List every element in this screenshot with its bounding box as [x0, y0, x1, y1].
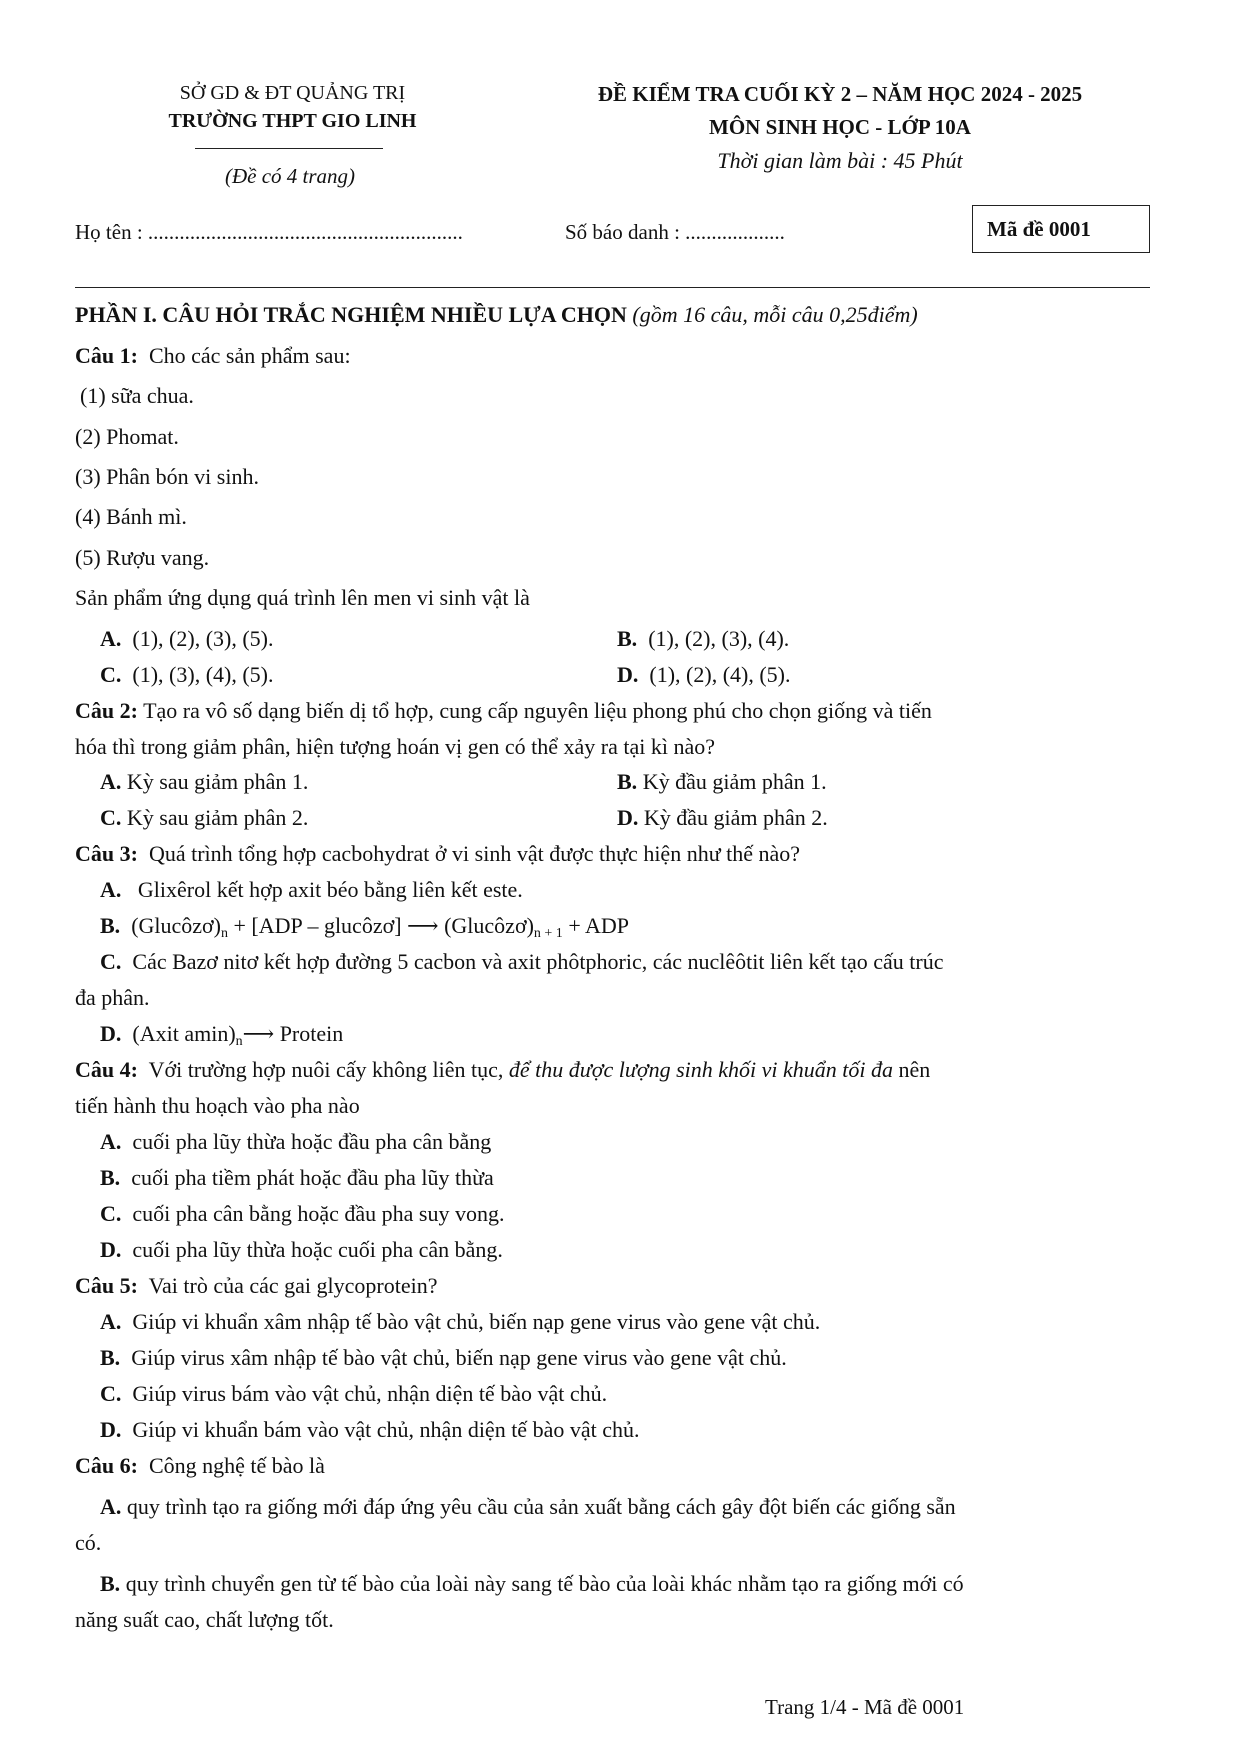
option-text-cont: đa phân. [75, 985, 150, 1010]
option-key: B. [100, 1571, 121, 1596]
question-label: Câu 2: [75, 698, 138, 723]
page-footer: Trang 1/4 - Mã đề 0001 [765, 1695, 965, 1719]
option-key: C. [100, 949, 122, 974]
option-text: cuối pha lũy thừa hoặc đầu pha cân bằng [132, 1129, 492, 1154]
option-c[interactable] [100, 660, 274, 690]
option-c[interactable] [100, 803, 308, 833]
option-text-cont: có. [75, 1530, 102, 1555]
section-heading: PHẦN I. CÂU HỎI TRẮC NGHIỆM NHIỀU LỰA CHỌN [75, 302, 627, 327]
header-divider [75, 287, 1150, 288]
option-key: D. [617, 662, 639, 687]
list-item: (1) sữa chua. [80, 383, 194, 408]
question-text: Với trường hợp nuôi cấy không liên tục, [148, 1057, 509, 1082]
option-key: B. [100, 1165, 121, 1190]
option-a[interactable] [100, 767, 308, 797]
department-name: SỞ GD & ĐT QUẢNG TRỊ [179, 82, 406, 104]
question-label: Câu 5: [75, 1273, 138, 1298]
option-c[interactable] [100, 1199, 504, 1229]
formula-part: (Glucôzơ) [131, 913, 222, 938]
formula-subscript: n [235, 1034, 243, 1049]
option-text: cuối pha tiềm phát hoặc đầu pha lũy thừa [131, 1165, 494, 1190]
list-item: (3) Phân bón vi sinh. [75, 464, 259, 489]
option-c[interactable] [100, 947, 943, 977]
option-text: (1), (2), (3), (4). [648, 626, 790, 651]
option-key: D. [617, 805, 639, 830]
pages-note: (Đề có 4 trang) [224, 164, 356, 188]
question-text: Tạo ra vô số dạng biến dị tổ hợp, cung cấp nguyên liệu phong phú cho chọn giống và tiến [143, 698, 932, 723]
option-key: D. [100, 1237, 122, 1262]
question-text-cont: hóa thì trong giảm phân, hiện tượng hoán vị gen có thể xảy ra tại kì nào? [75, 734, 715, 759]
question-text: Vai trò của các gai glycoprotein? [148, 1273, 438, 1298]
option-text: Giúp vi khuẩn xâm nhập tế bào vật chủ, biến nạp gene virus vào gene vật chủ. [132, 1309, 821, 1334]
option-b[interactable] [617, 767, 827, 797]
question-3-stem [75, 839, 800, 869]
option-key: B. [617, 626, 638, 651]
question-text: Cho các sản phẩm sau: [148, 343, 351, 368]
option-a[interactable] [100, 875, 523, 905]
option-text-cont: năng suất cao, chất lượng tốt. [75, 1607, 334, 1632]
school-name: TRƯỜNG THPT GIO LINH [168, 110, 417, 132]
question-text: Quá trình tổng hợp cacbohydrat ở vi sinh vật được thực hiện như thế nào? [148, 841, 801, 866]
option-text: Glixêrol kết hợp axit béo bằng liên kết este. [137, 877, 523, 902]
formula-subscript: n + 1 [533, 926, 563, 941]
question-label: Câu 1: [75, 343, 138, 368]
option-d[interactable] [100, 1235, 503, 1265]
question-text: nên [893, 1057, 931, 1082]
formula-subscript: n [221, 926, 229, 941]
option-a[interactable] [100, 1492, 956, 1522]
option-key: B. [100, 1345, 121, 1370]
formula-part: ⟶ Protein [242, 1021, 344, 1046]
question-6-stem [75, 1451, 325, 1481]
option-text: (1), (3), (4), (5). [132, 662, 274, 687]
question-label: Câu 4: [75, 1057, 138, 1082]
option-text: Giúp virus bám vào vật chủ, nhận diện tế bào vật chủ. [132, 1381, 608, 1406]
option-key: A. [100, 626, 122, 651]
option-key: A. [100, 1309, 122, 1334]
option-text: cuối pha lũy thừa hoặc cuối pha cân bằng. [132, 1237, 503, 1262]
option-text: Kỳ sau giảm phân 2. [126, 805, 309, 830]
option-text: (1), (2), (4), (5). [649, 662, 791, 687]
option-b[interactable] [617, 624, 789, 654]
option-key: C. [100, 662, 122, 687]
option-text: Các Bazơ nitơ kết hợp đường 5 cacbon và axit phôtphoric, các nuclêôtit liên kết tạo cấu trúc [132, 949, 944, 974]
exam-code: Mã đề 0001 [987, 216, 1091, 241]
section-title [75, 300, 918, 330]
option-key: D. [100, 1417, 122, 1442]
list-item: (4) Bánh mì. [75, 504, 187, 529]
question-text: Công nghệ tế bào là [148, 1453, 325, 1478]
option-text: Giúp virus xâm nhập tế bào vật chủ, biến nạp gene virus vào gene vật chủ. [131, 1345, 787, 1370]
school-underline [195, 148, 383, 149]
question-4-stem [75, 1055, 930, 1085]
option-b[interactable] [100, 1343, 787, 1373]
option-key: C. [100, 1381, 122, 1406]
option-a[interactable] [100, 1307, 820, 1337]
subject-title: MÔN SINH HỌC - LỚP 10A [709, 115, 971, 139]
question-prompt: Sản phẩm ứng dụng quá trình lên men vi sinh vật là [75, 585, 530, 610]
option-key: D. [100, 1021, 122, 1046]
option-b[interactable] [100, 911, 629, 941]
option-text: Kỳ đầu giảm phân 1. [642, 769, 827, 794]
option-key: B. [617, 769, 638, 794]
option-d[interactable] [617, 660, 791, 690]
option-d[interactable] [100, 1019, 343, 1049]
option-key: A. [100, 877, 122, 902]
option-d[interactable] [617, 803, 828, 833]
candidate-id-field[interactable]: Số báo danh : ................... [565, 220, 785, 244]
option-key: C. [100, 1201, 122, 1226]
question-text-italic: để thu được lượng sinh khối vi khuẩn tối đa [508, 1057, 893, 1082]
option-text: (1), (2), (3), (5). [132, 626, 274, 651]
option-key: C. [100, 805, 122, 830]
option-text: Giúp vi khuẩn bám vào vật chủ, nhận diện tế bào vật chủ. [132, 1417, 640, 1442]
section-note: (gồm 16 câu, mỗi câu 0,25điểm) [632, 302, 918, 327]
time-allowed: Thời gian làm bài : 45 Phút [717, 148, 963, 173]
formula-part: + [ADP – glucôzơ] ⟶ (Glucôzơ) [228, 913, 534, 938]
option-text: quy trình tạo ra giống mới đáp ứng yêu cầu của sản xuất bằng cách gây đột biến các giống sẵn [126, 1494, 956, 1519]
question-text-cont: tiến hành thu hoạch vào pha nào [75, 1093, 360, 1118]
option-d[interactable] [100, 1415, 639, 1445]
formula-part: + ADP [562, 913, 630, 938]
question-label: Câu 3: [75, 841, 138, 866]
option-key: A. [100, 1494, 122, 1519]
list-item: (2) Phomat. [75, 424, 179, 449]
question-label: Câu 6: [75, 1453, 138, 1478]
exam-code-box [972, 205, 1150, 253]
exam-title: ĐỀ KIỂM TRA CUỐI KỲ 2 – NĂM HỌC 2024 - 2025 [597, 82, 1083, 106]
option-key: B. [100, 913, 121, 938]
option-text: Kỳ sau giảm phân 1. [126, 769, 309, 794]
option-text: Kỳ đầu giảm phân 2. [643, 805, 828, 830]
question-5-stem [75, 1271, 437, 1301]
option-a[interactable] [100, 1127, 491, 1157]
option-key: A. [100, 1129, 122, 1154]
option-c[interactable] [100, 1379, 607, 1409]
question-2-stem [75, 696, 932, 726]
option-key: A. [100, 769, 122, 794]
option-text: quy trình chuyển gen từ tế bào của loài này sang tế bào của loài khác nhằm tạo ra giống mới có [125, 1571, 964, 1596]
option-text: cuối pha cân bằng hoặc đầu pha suy vong. [132, 1201, 505, 1226]
question-1-stem [75, 341, 351, 371]
option-a[interactable] [100, 624, 274, 654]
option-b[interactable] [100, 1163, 494, 1193]
formula-part: (Axit amin) [132, 1021, 236, 1046]
option-b[interactable] [100, 1569, 964, 1599]
list-item: (5) Rượu vang. [75, 545, 210, 570]
name-field[interactable]: Họ tên : ............................................................ [75, 220, 463, 244]
